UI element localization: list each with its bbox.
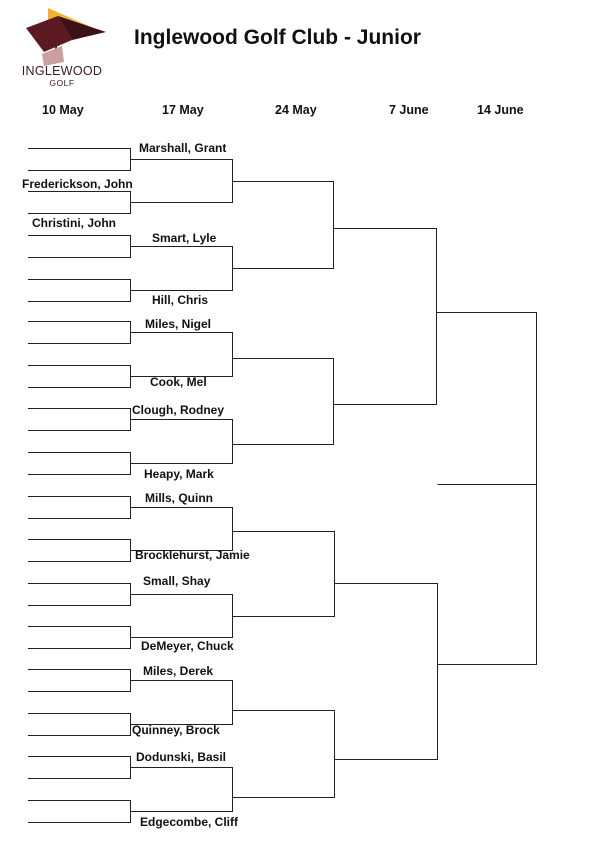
r4-match-2	[335, 584, 438, 760]
round-header-10-may: 10 May	[42, 103, 84, 117]
r2-match-1	[131, 160, 233, 203]
player-name: Christini, John	[32, 216, 116, 230]
player-name: Quinney, Brock	[132, 723, 220, 737]
r2-match-8	[131, 768, 233, 812]
r4-match-1	[334, 229, 437, 405]
r1-match-12	[28, 627, 131, 649]
r1-match-6	[28, 366, 131, 388]
player-name: Smart, Lyle	[152, 231, 217, 245]
player-name: Clough, Rodney	[132, 403, 224, 417]
r2-match-5	[131, 508, 233, 551]
player-name: Hill, Chris	[152, 293, 209, 307]
player-name: Dodunski, Basil	[136, 750, 227, 764]
round-header-14-june: 14 June	[477, 103, 524, 117]
r1-match-8	[28, 453, 131, 475]
player-name: Mills, Quinn	[145, 491, 213, 505]
r1-match-4	[28, 280, 131, 302]
r1-match-15	[28, 757, 131, 779]
r1-match-1	[28, 149, 131, 171]
round-header-24-may: 24 May	[275, 103, 317, 117]
player-name: DeMeyer, Chuck	[141, 639, 234, 653]
r1-match-11	[28, 584, 131, 606]
r1-match-9	[28, 497, 131, 519]
r1-match-3	[28, 236, 131, 258]
r1-match-16	[28, 801, 131, 823]
r3-match-2	[233, 359, 334, 445]
page-title: Inglewood Golf Club - Junior	[134, 26, 421, 49]
logo-text-golf: GOLF	[49, 78, 75, 88]
logo-text-inglewood: INGLEWOOD	[21, 64, 103, 78]
player-name: Cook, Mel	[150, 375, 207, 389]
round-header-7-june: 7 June	[389, 103, 429, 117]
round-header-17-may: 17 May	[162, 103, 204, 117]
player-name: Frederickson, John	[22, 177, 133, 191]
r1-match-5	[28, 322, 131, 344]
r3-match-1	[233, 182, 334, 269]
r2-match-6	[131, 595, 233, 638]
r3-match-4	[233, 711, 335, 798]
r2-match-2	[131, 247, 233, 291]
r2-match-3	[131, 333, 233, 377]
player-name: Marshall, Grant	[139, 141, 227, 155]
r1-match-14	[28, 714, 131, 736]
r2-match-7	[131, 681, 233, 725]
player-name: Heapy, Mark	[144, 467, 214, 481]
r2-match-4	[131, 420, 233, 464]
final-match	[437, 313, 537, 665]
r1-match-13	[28, 670, 131, 692]
player-name: Small, Shay	[143, 574, 211, 588]
player-name: Miles, Derek	[143, 664, 214, 678]
r1-match-7	[28, 409, 131, 431]
player-name: Miles, Nigel	[145, 317, 212, 331]
player-name: Edgecombe, Cliff	[140, 815, 239, 829]
r3-match-3	[233, 532, 335, 617]
r1-match-10	[28, 540, 131, 562]
player-name: Brocklehurst, Jamie	[135, 548, 250, 562]
r1-match-2	[28, 192, 131, 214]
